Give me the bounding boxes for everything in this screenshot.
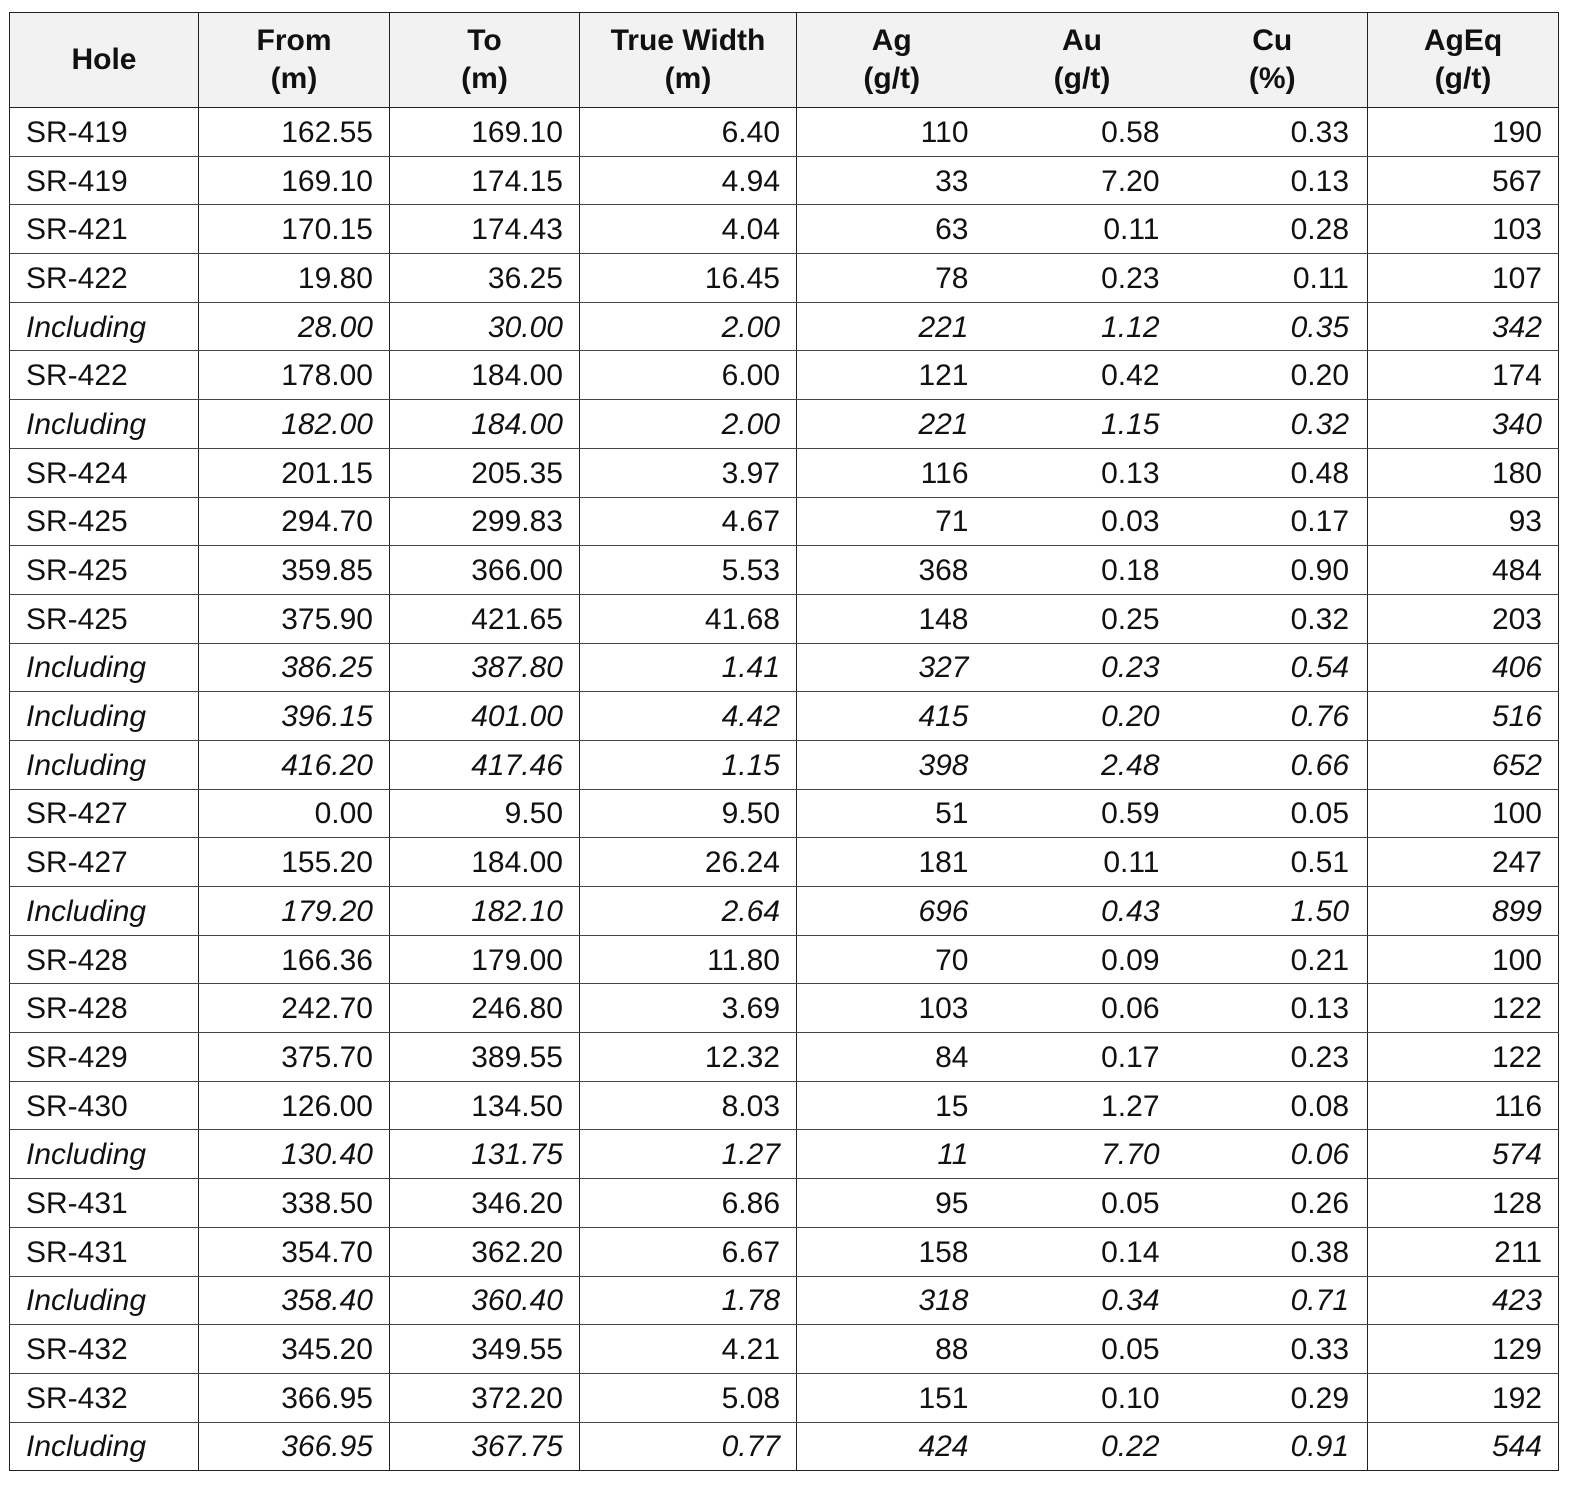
cell-hole: SR-425	[10, 594, 199, 643]
cell-au: 0.18	[987, 546, 1178, 595]
cell-to: 366.00	[390, 546, 580, 595]
cell-hole: SR-430	[10, 1081, 199, 1130]
cell-hole: Including	[10, 400, 199, 449]
cell-cu: 0.76	[1178, 692, 1368, 741]
table-row	[10, 205, 1559, 254]
cell-true-width: 4.94	[580, 156, 797, 205]
cell-ageq: 652	[1368, 740, 1559, 789]
cell-cu: 0.23	[1178, 1033, 1368, 1082]
cell-true-width: 6.00	[580, 351, 797, 400]
cell-ageq: 567	[1368, 156, 1559, 205]
cell-hole: SR-425	[10, 546, 199, 595]
cell-hole: SR-427	[10, 838, 199, 887]
cell-cu: 0.90	[1178, 546, 1368, 595]
cell-au: 0.03	[987, 497, 1178, 546]
cell-hole: SR-421	[10, 205, 199, 254]
header-true-width	[580, 13, 797, 108]
cell-hole: Including	[10, 740, 199, 789]
cell-ag: 415	[797, 692, 987, 741]
cell-au: 2.48	[987, 740, 1178, 789]
table-row-including	[10, 643, 1559, 692]
cell-to: 182.10	[390, 887, 580, 936]
cell-from: 375.90	[199, 594, 390, 643]
cell-hole: SR-422	[10, 254, 199, 303]
table-row-including	[10, 1422, 1559, 1471]
cell-hole: SR-429	[10, 1033, 199, 1082]
cell-cu: 0.05	[1178, 789, 1368, 838]
header-cu-unit: (%)	[1248, 62, 1296, 95]
cell-true-width: 4.21	[580, 1325, 797, 1374]
header-from-unit: (m)	[270, 62, 318, 95]
cell-ageq: 116	[1368, 1081, 1559, 1130]
cell-hole: SR-428	[10, 935, 199, 984]
cell-cu: 0.38	[1178, 1227, 1368, 1276]
cell-ageq: 544	[1368, 1422, 1559, 1471]
cell-ageq: 128	[1368, 1179, 1559, 1228]
header-ag-label: Ag	[871, 24, 912, 57]
cell-cu: 0.29	[1178, 1373, 1368, 1422]
table-row	[10, 546, 1559, 595]
cell-cu: 0.48	[1178, 448, 1368, 497]
cell-cu: 0.06	[1178, 1130, 1368, 1179]
cell-cu: 0.51	[1178, 838, 1368, 887]
table-row	[10, 497, 1559, 546]
cell-from: 416.20	[199, 740, 390, 789]
table-row-including	[10, 1276, 1559, 1325]
cell-hole: SR-432	[10, 1373, 199, 1422]
cell-to: 417.46	[390, 740, 580, 789]
cell-cu: 0.13	[1178, 156, 1368, 205]
cell-au: 0.34	[987, 1276, 1178, 1325]
cell-true-width: 41.68	[580, 594, 797, 643]
header-from-label: From	[256, 24, 332, 57]
cell-true-width: 2.00	[580, 302, 797, 351]
cell-ageq: 122	[1368, 984, 1559, 1033]
cell-ageq: 192	[1368, 1373, 1559, 1422]
cell-ageq: 190	[1368, 108, 1559, 157]
cell-true-width: 11.80	[580, 935, 797, 984]
cell-to: 346.20	[390, 1179, 580, 1228]
cell-au: 0.22	[987, 1422, 1178, 1471]
cell-au: 7.20	[987, 156, 1178, 205]
table-row	[10, 984, 1559, 1033]
cell-to: 169.10	[390, 108, 580, 157]
cell-true-width: 26.24	[580, 838, 797, 887]
table-row	[10, 1227, 1559, 1276]
cell-ageq: 203	[1368, 594, 1559, 643]
header-hole	[10, 13, 199, 108]
drill-results-table-container	[9, 12, 1558, 1471]
cell-au: 0.42	[987, 351, 1178, 400]
cell-hole: SR-419	[10, 156, 199, 205]
cell-from: 354.70	[199, 1227, 390, 1276]
table-row-including	[10, 302, 1559, 351]
table-row	[10, 594, 1559, 643]
cell-ag: 424	[797, 1422, 987, 1471]
cell-true-width: 3.69	[580, 984, 797, 1033]
cell-true-width: 6.40	[580, 108, 797, 157]
cell-cu: 0.54	[1178, 643, 1368, 692]
cell-ageq: 340	[1368, 400, 1559, 449]
cell-ageq: 574	[1368, 1130, 1559, 1179]
cell-au: 0.13	[987, 448, 1178, 497]
cell-cu: 0.71	[1178, 1276, 1368, 1325]
cell-hole: Including	[10, 692, 199, 741]
cell-ag: 121	[797, 351, 987, 400]
cell-true-width: 4.67	[580, 497, 797, 546]
cell-ageq: 342	[1368, 302, 1559, 351]
cell-true-width: 5.08	[580, 1373, 797, 1422]
cell-from: 294.70	[199, 497, 390, 546]
table-row-including	[10, 887, 1559, 936]
cell-from: 126.00	[199, 1081, 390, 1130]
cell-from: 201.15	[199, 448, 390, 497]
cell-hole: Including	[10, 643, 199, 692]
cell-hole: SR-427	[10, 789, 199, 838]
cell-ag: 95	[797, 1179, 987, 1228]
cell-cu: 0.66	[1178, 740, 1368, 789]
cell-ageq: 122	[1368, 1033, 1559, 1082]
cell-ageq: 129	[1368, 1325, 1559, 1374]
cell-ag: 327	[797, 643, 987, 692]
header-true-width-unit: (m)	[664, 62, 712, 95]
header-au-label: Au	[1062, 24, 1102, 57]
cell-cu: 1.50	[1178, 887, 1368, 936]
cell-cu: 0.20	[1178, 351, 1368, 400]
cell-ageq: 180	[1368, 448, 1559, 497]
header-row	[10, 13, 1559, 108]
header-ag-unit: (g/t)	[863, 62, 921, 95]
table-row	[10, 156, 1559, 205]
cell-hole: SR-425	[10, 497, 199, 546]
cell-true-width: 1.15	[580, 740, 797, 789]
cell-hole: SR-428	[10, 984, 199, 1033]
cell-au: 0.06	[987, 984, 1178, 1033]
cell-to: 131.75	[390, 1130, 580, 1179]
cell-hole: SR-424	[10, 448, 199, 497]
cell-to: 205.35	[390, 448, 580, 497]
table-body	[10, 108, 1559, 1471]
cell-to: 134.50	[390, 1081, 580, 1130]
cell-ag: 318	[797, 1276, 987, 1325]
cell-true-width: 4.04	[580, 205, 797, 254]
cell-from: 155.20	[199, 838, 390, 887]
cell-ageq: 100	[1368, 789, 1559, 838]
cell-ag: 181	[797, 838, 987, 887]
table-row-including	[10, 1130, 1559, 1179]
cell-from: 130.40	[199, 1130, 390, 1179]
header-cu	[1178, 13, 1368, 108]
cell-ag: 70	[797, 935, 987, 984]
header-cu-label: Cu	[1252, 24, 1293, 57]
cell-from: 345.20	[199, 1325, 390, 1374]
cell-cu: 0.91	[1178, 1422, 1368, 1471]
cell-ag: 88	[797, 1325, 987, 1374]
cell-true-width: 6.67	[580, 1227, 797, 1276]
header-to-label: To	[467, 24, 502, 57]
cell-hole: Including	[10, 1276, 199, 1325]
cell-ageq: 516	[1368, 692, 1559, 741]
cell-to: 349.55	[390, 1325, 580, 1374]
header-from	[199, 13, 390, 108]
cell-ag: 11	[797, 1130, 987, 1179]
cell-from: 366.95	[199, 1422, 390, 1471]
table-row	[10, 789, 1559, 838]
cell-to: 362.20	[390, 1227, 580, 1276]
cell-cu: 0.11	[1178, 254, 1368, 303]
cell-true-width: 5.53	[580, 546, 797, 595]
drill-results-table	[9, 12, 1559, 1471]
cell-ag: 15	[797, 1081, 987, 1130]
cell-ag: 63	[797, 205, 987, 254]
cell-cu: 0.33	[1178, 1325, 1368, 1374]
cell-ag: 33	[797, 156, 987, 205]
cell-ageq: 100	[1368, 935, 1559, 984]
cell-ag: 221	[797, 400, 987, 449]
cell-au: 0.43	[987, 887, 1178, 936]
cell-to: 30.00	[390, 302, 580, 351]
cell-true-width: 2.64	[580, 887, 797, 936]
cell-from: 386.25	[199, 643, 390, 692]
cell-cu: 0.21	[1178, 935, 1368, 984]
cell-true-width: 6.86	[580, 1179, 797, 1228]
header-hole-label: Hole	[71, 43, 137, 76]
cell-cu: 0.08	[1178, 1081, 1368, 1130]
cell-to: 421.65	[390, 594, 580, 643]
cell-au: 0.14	[987, 1227, 1178, 1276]
cell-to: 387.80	[390, 643, 580, 692]
cell-from: 19.80	[199, 254, 390, 303]
cell-cu: 0.17	[1178, 497, 1368, 546]
cell-to: 299.83	[390, 497, 580, 546]
table-row	[10, 1081, 1559, 1130]
table-row	[10, 108, 1559, 157]
table-row	[10, 838, 1559, 887]
table-row-including	[10, 740, 1559, 789]
cell-ag: 116	[797, 448, 987, 497]
cell-cu: 0.28	[1178, 205, 1368, 254]
cell-true-width: 3.97	[580, 448, 797, 497]
cell-from: 359.85	[199, 546, 390, 595]
cell-au: 0.58	[987, 108, 1178, 157]
cell-hole: SR-431	[10, 1227, 199, 1276]
cell-cu: 0.35	[1178, 302, 1368, 351]
cell-au: 0.05	[987, 1325, 1178, 1374]
header-true-width-label: True Width	[610, 24, 766, 57]
cell-hole: Including	[10, 1130, 199, 1179]
cell-ag: 51	[797, 789, 987, 838]
cell-hole: SR-431	[10, 1179, 199, 1228]
cell-ag: 84	[797, 1033, 987, 1082]
cell-to: 360.40	[390, 1276, 580, 1325]
header-to	[390, 13, 580, 108]
cell-au: 0.25	[987, 594, 1178, 643]
cell-from: 28.00	[199, 302, 390, 351]
cell-au: 0.17	[987, 1033, 1178, 1082]
cell-au: 0.20	[987, 692, 1178, 741]
cell-ag: 151	[797, 1373, 987, 1422]
cell-to: 36.25	[390, 254, 580, 303]
cell-ageq: 484	[1368, 546, 1559, 595]
cell-cu: 0.32	[1178, 400, 1368, 449]
cell-true-width: 1.78	[580, 1276, 797, 1325]
cell-true-width: 12.32	[580, 1033, 797, 1082]
cell-ag: 221	[797, 302, 987, 351]
cell-ag: 696	[797, 887, 987, 936]
cell-au: 0.05	[987, 1179, 1178, 1228]
cell-from: 166.36	[199, 935, 390, 984]
cell-to: 372.20	[390, 1373, 580, 1422]
cell-to: 246.80	[390, 984, 580, 1033]
cell-ageq: 423	[1368, 1276, 1559, 1325]
table-row	[10, 1373, 1559, 1422]
cell-hole: SR-422	[10, 351, 199, 400]
cell-ageq: 93	[1368, 497, 1559, 546]
cell-hole: SR-432	[10, 1325, 199, 1374]
header-au-unit: (g/t)	[1053, 62, 1111, 95]
cell-to: 174.43	[390, 205, 580, 254]
cell-from: 170.15	[199, 205, 390, 254]
cell-from: 162.55	[199, 108, 390, 157]
cell-au: 0.11	[987, 838, 1178, 887]
header-ageq	[1368, 13, 1559, 108]
cell-from: 179.20	[199, 887, 390, 936]
cell-ag: 103	[797, 984, 987, 1033]
cell-cu: 0.26	[1178, 1179, 1368, 1228]
cell-hole: SR-419	[10, 108, 199, 157]
table-row	[10, 935, 1559, 984]
cell-ag: 148	[797, 594, 987, 643]
header-ag	[797, 13, 987, 108]
cell-ag: 368	[797, 546, 987, 595]
header-ageq-label: AgEq	[1423, 24, 1503, 57]
table-row-including	[10, 400, 1559, 449]
header-to-unit: (m)	[461, 62, 508, 95]
table-row	[10, 1033, 1559, 1082]
cell-au: 7.70	[987, 1130, 1178, 1179]
cell-from: 0.00	[199, 789, 390, 838]
cell-true-width: 0.77	[580, 1422, 797, 1471]
cell-from: 182.00	[199, 400, 390, 449]
cell-ageq: 174	[1368, 351, 1559, 400]
cell-from: 375.70	[199, 1033, 390, 1082]
header-au	[987, 13, 1178, 108]
cell-to: 184.00	[390, 838, 580, 887]
cell-au: 1.15	[987, 400, 1178, 449]
cell-au: 1.27	[987, 1081, 1178, 1130]
cell-from: 169.10	[199, 156, 390, 205]
cell-au: 0.09	[987, 935, 1178, 984]
cell-hole: Including	[10, 1422, 199, 1471]
cell-au: 1.12	[987, 302, 1178, 351]
cell-to: 184.00	[390, 351, 580, 400]
cell-ageq: 899	[1368, 887, 1559, 936]
cell-au: 0.23	[987, 643, 1178, 692]
cell-ageq: 211	[1368, 1227, 1559, 1276]
cell-true-width: 9.50	[580, 789, 797, 838]
table-header	[10, 13, 1559, 108]
table-row	[10, 1179, 1559, 1228]
cell-to: 184.00	[390, 400, 580, 449]
cell-true-width: 16.45	[580, 254, 797, 303]
cell-cu: 0.13	[1178, 984, 1368, 1033]
cell-from: 242.70	[199, 984, 390, 1033]
cell-to: 401.00	[390, 692, 580, 741]
cell-to: 9.50	[390, 789, 580, 838]
cell-au: 0.10	[987, 1373, 1178, 1422]
cell-ag: 158	[797, 1227, 987, 1276]
cell-to: 367.75	[390, 1422, 580, 1471]
cell-to: 179.00	[390, 935, 580, 984]
cell-hole: Including	[10, 887, 199, 936]
cell-from: 358.40	[199, 1276, 390, 1325]
header-ageq-unit: (g/t)	[1434, 62, 1492, 95]
cell-cu: 0.33	[1178, 108, 1368, 157]
cell-au: 0.59	[987, 789, 1178, 838]
cell-ageq: 406	[1368, 643, 1559, 692]
cell-ag: 71	[797, 497, 987, 546]
table-row	[10, 1325, 1559, 1374]
cell-true-width: 4.42	[580, 692, 797, 741]
cell-ageq: 107	[1368, 254, 1559, 303]
cell-au: 0.23	[987, 254, 1178, 303]
cell-cu: 0.32	[1178, 594, 1368, 643]
cell-true-width: 2.00	[580, 400, 797, 449]
cell-ag: 398	[797, 740, 987, 789]
cell-from: 366.95	[199, 1373, 390, 1422]
cell-au: 0.11	[987, 205, 1178, 254]
cell-from: 338.50	[199, 1179, 390, 1228]
cell-hole: Including	[10, 302, 199, 351]
cell-ag: 78	[797, 254, 987, 303]
table-row	[10, 351, 1559, 400]
cell-to: 389.55	[390, 1033, 580, 1082]
cell-from: 178.00	[199, 351, 390, 400]
cell-true-width: 8.03	[580, 1081, 797, 1130]
cell-from: 396.15	[199, 692, 390, 741]
cell-ag: 110	[797, 108, 987, 157]
table-row	[10, 254, 1559, 303]
table-row	[10, 448, 1559, 497]
table-row-including	[10, 692, 1559, 741]
cell-to: 174.15	[390, 156, 580, 205]
cell-true-width: 1.27	[580, 1130, 797, 1179]
cell-ageq: 103	[1368, 205, 1559, 254]
cell-true-width: 1.41	[580, 643, 797, 692]
cell-ageq: 247	[1368, 838, 1559, 887]
